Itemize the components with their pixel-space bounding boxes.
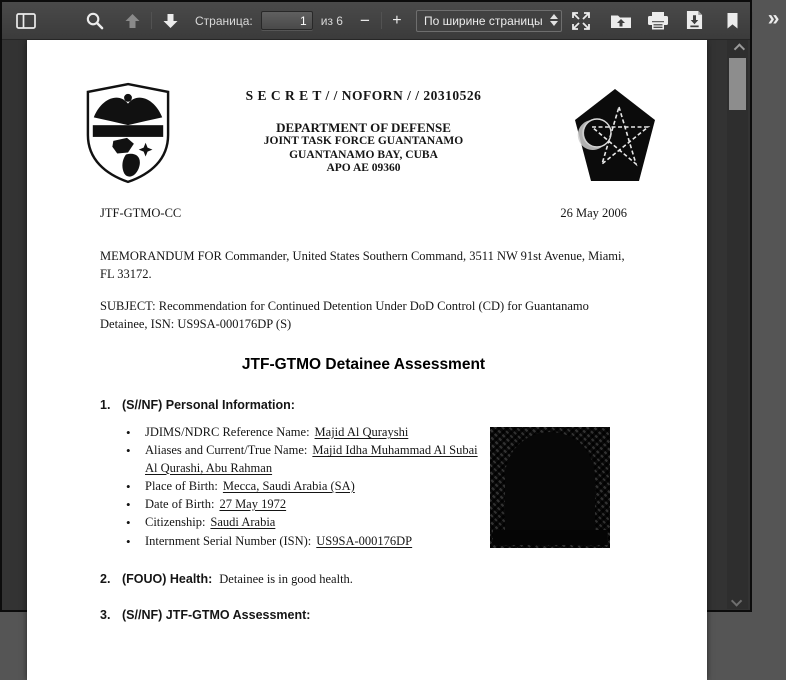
field-label: Citizenship:: [145, 515, 206, 530]
printer-icon: [647, 12, 669, 30]
field-label: Aliases and Current/True Name:: [145, 443, 308, 458]
section-heading: (S//NF) Personal Information:: [122, 398, 295, 413]
section-health: [100, 572, 627, 587]
section-personal-information: [100, 398, 627, 412]
field-label: Internment Serial Number (ISN):: [145, 533, 312, 548]
chevron-up-icon: [733, 43, 744, 54]
document-page: [27, 40, 707, 680]
page-count-label: из 6: [320, 13, 343, 28]
document-date: 26 May 2006: [560, 206, 627, 221]
list-item: [122, 533, 486, 550]
zoom-out-button[interactable]: −: [359, 10, 370, 30]
open-folder-icon: [610, 13, 632, 29]
list-item: [122, 478, 486, 495]
arrow-up-icon: [124, 13, 141, 29]
agency-block: [100, 120, 627, 176]
secondary-toolbar-toggle-button[interactable]: »: [767, 7, 778, 30]
field-value: 27 May 1972: [219, 497, 287, 512]
scroll-down-button[interactable]: [727, 592, 748, 609]
agency-line: JOINT TASK FORCE GUANTANAMO: [263, 135, 464, 148]
section-heading: (S//NF) JTF-GTMO Assessment:: [122, 607, 311, 622]
section-heading: (FOUO) Health:: [122, 571, 213, 586]
toolbar-separator: [381, 12, 382, 29]
field-label: JDIMS/NDRC Reference Name:: [145, 425, 310, 440]
classification-banner: S E C R E T / / NOFORN / / 20310526: [245, 88, 482, 103]
sidebar-icon: [16, 13, 36, 29]
zoom-select-value: По ширине страницы: [423, 13, 543, 28]
field-value: Majid Idha Muhammad Al Subai Al Qurashi, Abu Rahman: [145, 443, 478, 475]
previous-page-button[interactable]: [119, 8, 145, 34]
section-number: 2.: [100, 571, 111, 586]
office-date-row: [100, 206, 627, 221]
field-value: US9SA-000176DP: [316, 533, 413, 548]
list-item: [122, 496, 486, 513]
agency-line: APO AE 09360: [326, 162, 401, 175]
toolbar-separator: [752, 12, 753, 29]
agency-line: DEPARTMENT OF DEFENSE: [276, 120, 451, 135]
zoom-select[interactable]: [416, 10, 562, 32]
download-button[interactable]: [682, 8, 708, 34]
office-symbol: JTF-GTMO-CC: [100, 206, 182, 221]
field-label: Place of Birth:: [145, 478, 218, 493]
section-number: 1.: [100, 398, 111, 413]
subject-line: SUBJECT: Recommendation for Continued Detention Under DoD Control (CD) for Guantanamo Detainee, ISN: US9SA-000176DP (S): [100, 299, 589, 331]
find-button[interactable]: [81, 8, 107, 34]
document-title: JTF-GTMO Detainee Assessment: [241, 356, 486, 374]
field-label: Date of Birth:: [145, 497, 215, 512]
pdf-viewer-area: [2, 40, 750, 622]
zoom-in-button[interactable]: +: [392, 11, 402, 29]
arrow-down-icon: [162, 13, 179, 29]
expand-arrows-icon: [572, 12, 590, 30]
list-item: [122, 442, 486, 477]
pdf-toolbar: [2, 2, 778, 40]
section-assessment: [100, 608, 627, 622]
scroll-up-button[interactable]: [727, 40, 748, 57]
search-icon: [85, 11, 104, 30]
redacted-silhouette: [505, 432, 595, 532]
print-button[interactable]: [645, 8, 671, 34]
chevron-down-icon: [730, 595, 741, 606]
document-content: [27, 40, 707, 622]
list-item: [122, 424, 486, 441]
presentation-mode-button[interactable]: [568, 8, 594, 34]
personal-info-row: [100, 424, 627, 551]
list-item: [122, 514, 486, 531]
field-value: Majid Al Qurayshi: [314, 425, 409, 440]
select-spinner-icon: [550, 14, 558, 26]
personal-info-list: [122, 424, 486, 551]
field-value: Saudi Arabia: [210, 515, 276, 530]
sidebar-toggle-button[interactable]: [13, 8, 39, 34]
page-number-input[interactable]: [261, 11, 313, 30]
agency-line: GUANTANAMO BAY, CUBA: [289, 148, 438, 161]
toolbar-separator: [151, 12, 152, 29]
redacted-photo: [490, 427, 610, 548]
current-view-button[interactable]: [720, 8, 746, 34]
vertical-scrollbar[interactable]: [727, 40, 748, 609]
page-label: Страница:: [195, 13, 253, 28]
field-value: Mecca, Saudi Arabia (SA): [222, 478, 355, 493]
scrollbar-thumb[interactable]: [729, 58, 746, 110]
open-file-button[interactable]: [608, 8, 634, 34]
memorandum-line: MEMORANDUM FOR Commander, United States Southern Command, 3511 NW 91st Avenue, Miami, FL 33172.: [100, 249, 625, 281]
section-number: 3.: [100, 607, 111, 622]
redacted-caption-bar: [493, 530, 607, 545]
bookmark-icon: [726, 13, 739, 29]
download-document-icon: [686, 11, 703, 30]
section-text: Detainee is in good health.: [219, 571, 353, 586]
next-page-button[interactable]: [157, 8, 183, 34]
